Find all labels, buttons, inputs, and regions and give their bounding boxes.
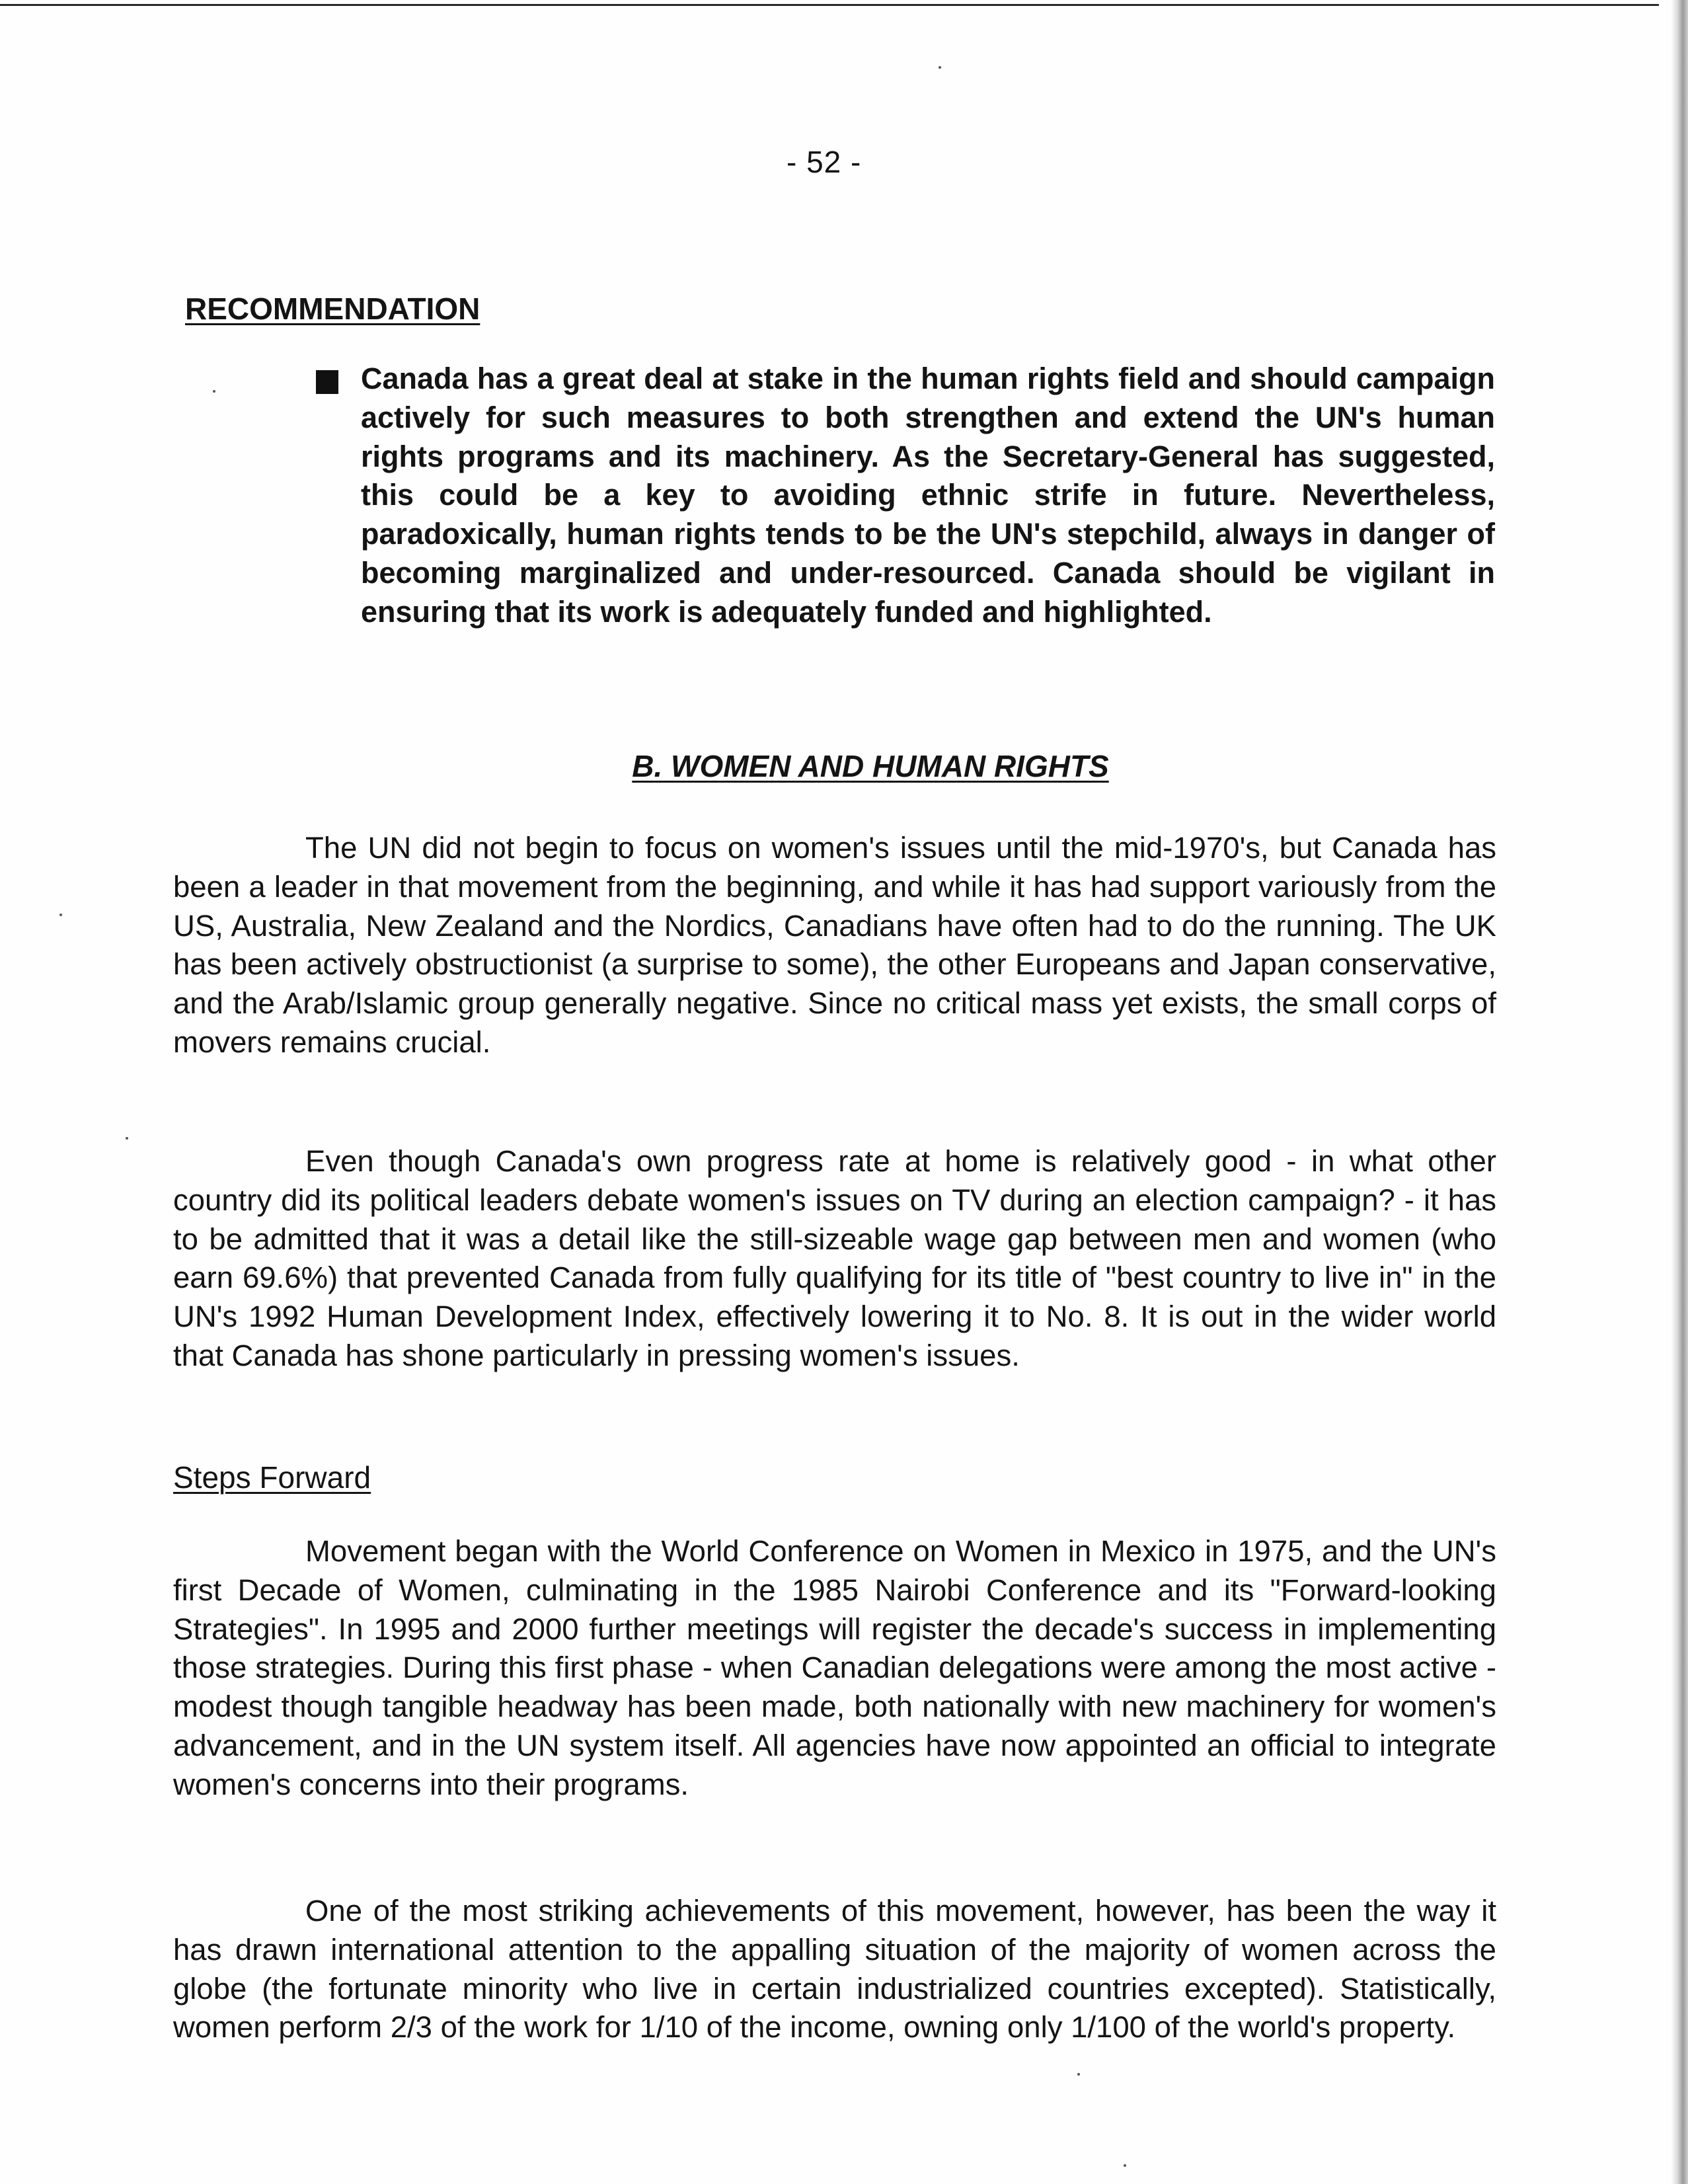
scan-speck (939, 66, 941, 69)
page-number: - 52 - (786, 145, 862, 179)
scan-speck (213, 390, 215, 393)
scan-speck (126, 1137, 128, 1140)
scan-speck (59, 914, 62, 916)
scan-speck (1124, 2164, 1126, 2167)
square-bullet-icon (316, 370, 338, 394)
body-paragraph: Even though Canada's own progress rate at home is relatively good - in what other country did its political leaders debate women's issues on TV during an election campaign? - it has to be admitted that it was a detail like the still-sizeable wage gap between men and women (who earn 69.6%) that prevented Canada from fully qualifying for its title of "best country to live in" in the UN's 1992 Human Development Index, effectively lowering it to No. 8. It is out in the wider world that Canada has shone particularly in pressing women's issues. (173, 1144, 1496, 1372)
body-paragraph: One of the most striking achievements of this movement, however, has been the way it has drawn international attention to the appalling situation of the majority of women across the globe (the fortunate minority who live in certain industrialized countries excepted). Statistically, women perform 2/3 of the work for 1/10 of the income, owning only 1/100 of the world's property. (173, 1894, 1496, 2045)
page-edge-shadow (1671, 0, 1688, 2184)
recommendation-text: Canada has a great deal at stake in the human rights field and should campaign actively for such measures to both strengthen and extend the UN's human rights programs and its machinery. As the Secretary-General has suggested, this could be a key to avoiding ethnic strife in future. Nevertheless, paradoxically, human rights tends to be the UN's stepchild, always in danger of becoming marginalized and under-resourced. Canada should be vigilant in ensuring that its work is adequately funded and highlighted. (361, 362, 1495, 629)
recommendation-heading: RECOMMENDATION (185, 292, 480, 326)
section-heading-women-human-rights: B. WOMEN AND HUMAN RIGHTS (632, 749, 1109, 783)
scan-speck (1077, 2073, 1080, 2076)
subheading-steps-forward: Steps Forward (173, 1460, 371, 1495)
body-paragraph: The UN did not begin to focus on women's issues until the mid-1970's, but Canada has been a leader in that movement from the beginning, and while it has had support variously from the US, Australia, New Zealand and the Nordics, Canadians have often had to do the running. The UK has been actively obstructionist (a surprise to some), the other Europeans and Japan conservative, and the Arab/Islamic group generally negative. Since no critical mass yet exists, the small corps of movers remains crucial. (173, 831, 1496, 1059)
body-paragraph: Movement began with the World Conference on Women in Mexico in 1975, and the UN's first Decade of Women, culminating in the 1985 Nairobi Conference and its "Forward-looking Strategies". In 1995 and 2000 further meetings will register the decade's success in implementing those strategies. During this first phase - when Canadian delegations were among the most active - modest though tangible headway has been made, both nationally with new machinery for women's advancement, and in the UN system itself. All agencies have now appointed an official to integrate women's concerns into their programs. (173, 1534, 1496, 1801)
top-scan-rule (0, 4, 1659, 6)
